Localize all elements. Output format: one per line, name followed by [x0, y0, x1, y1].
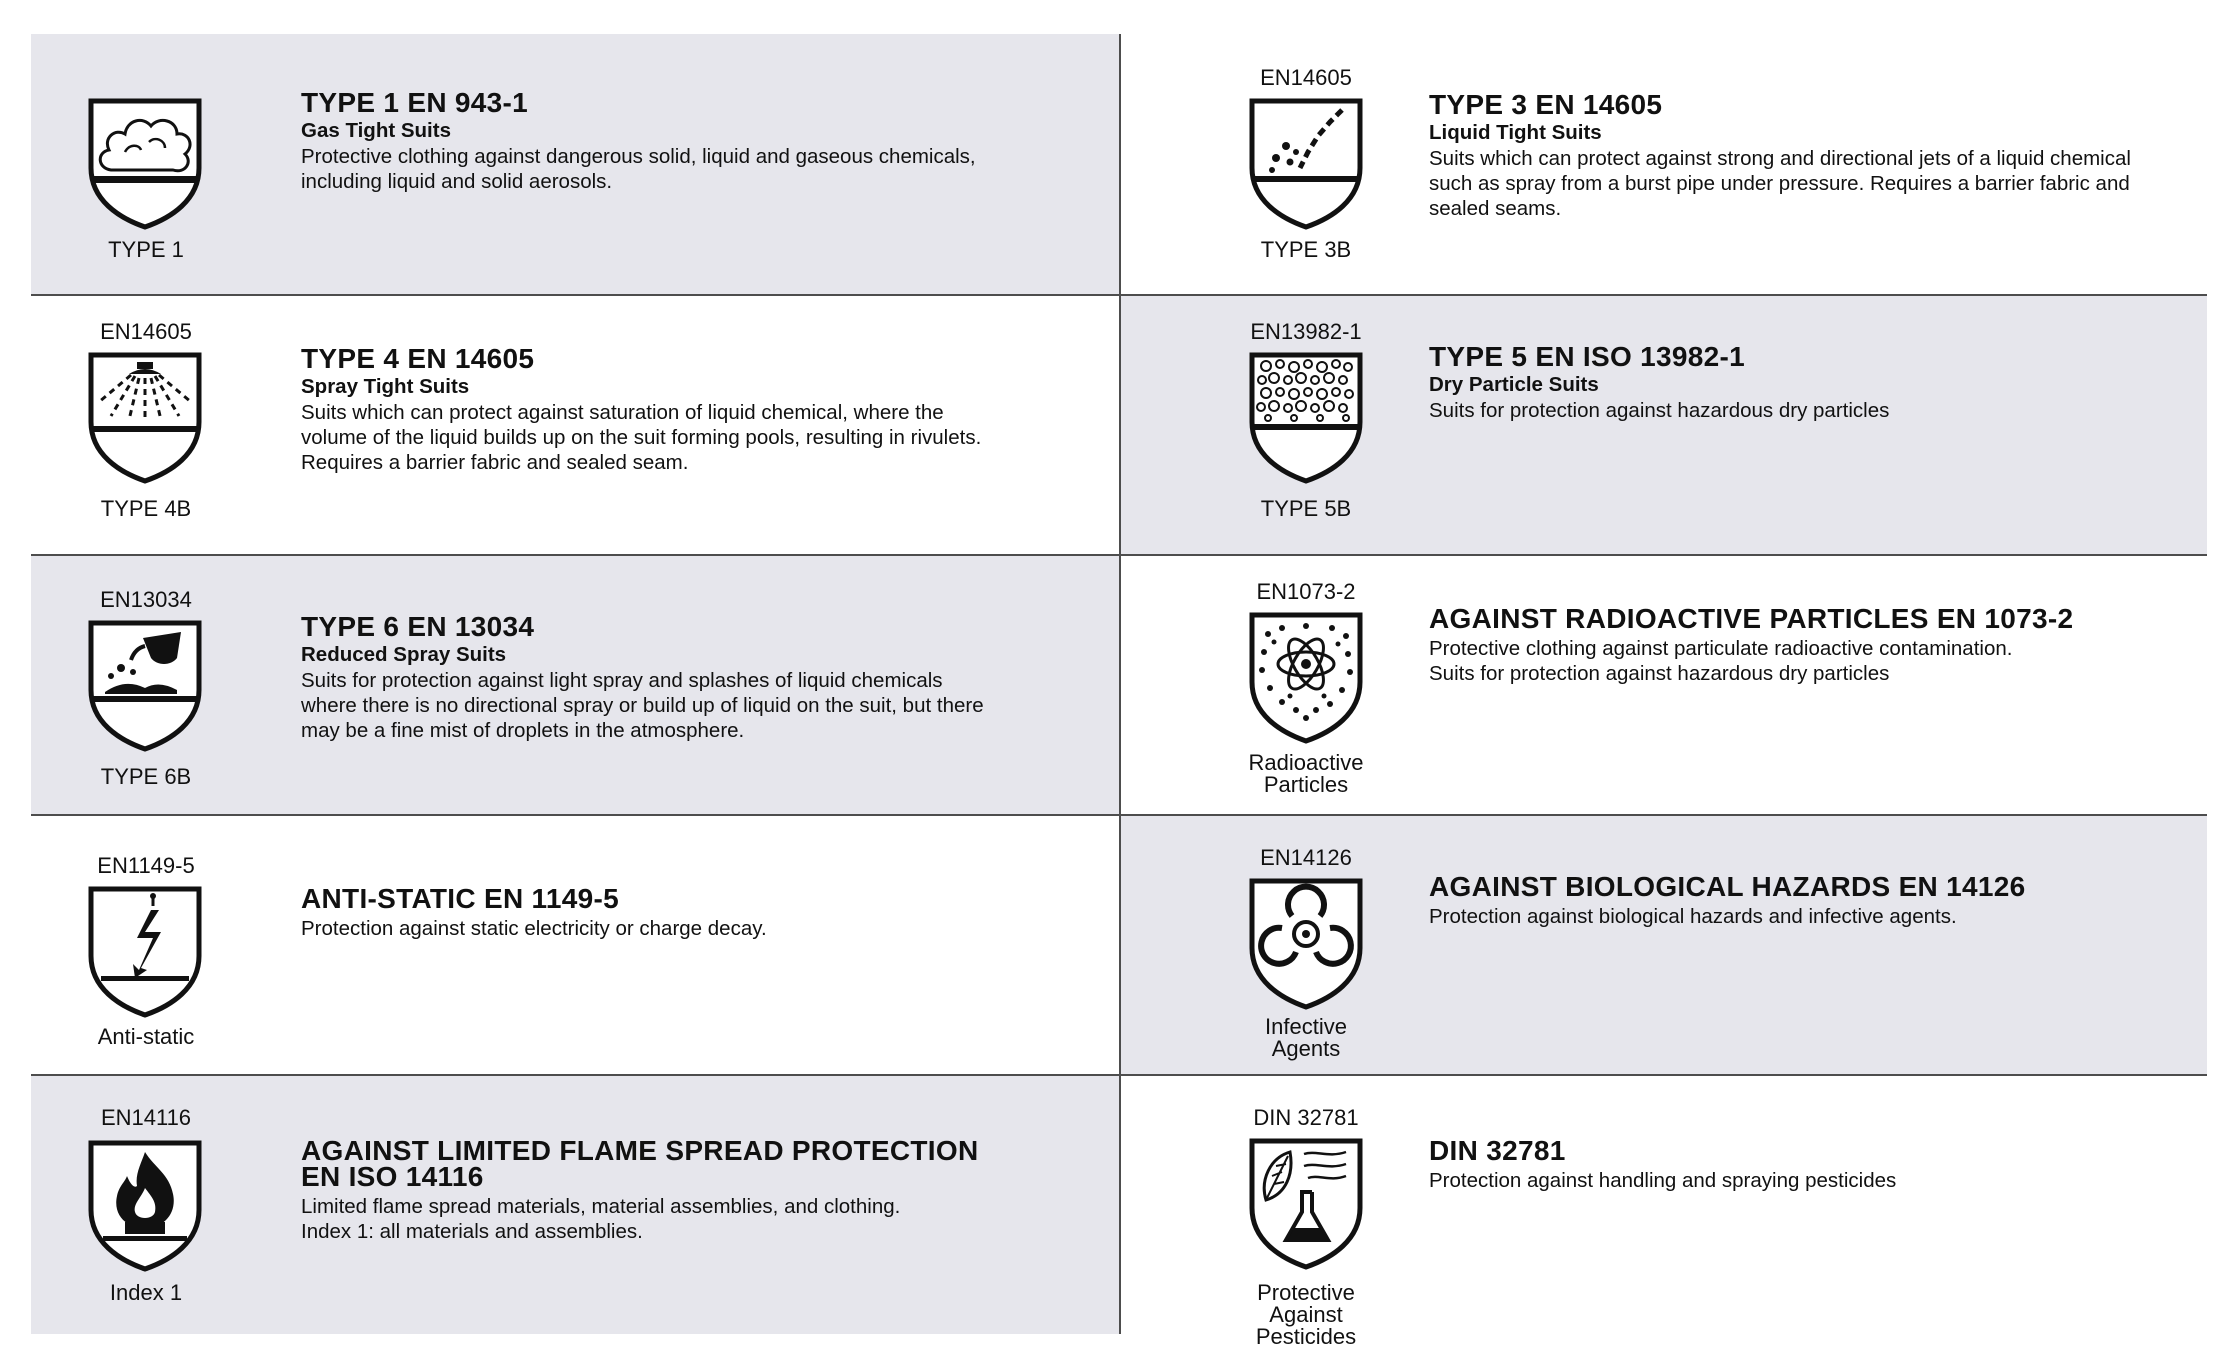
card-description: Suits for protection against light spray and splashes of liquid chemicals where there is no directional spray or build up of liquid on the suit, but there may be a fine mist of droplets in the atmosphere. — [301, 669, 984, 742]
pictogram-caption: Infective Agents — [1265, 1014, 1347, 1061]
pictogram-caption: TYPE 5B — [1260, 496, 1352, 521]
standard-label: EN14126 — [1260, 845, 1352, 870]
card-subtitle: Reduced Spray Suits — [301, 643, 507, 666]
biohazard-icon — [1246, 876, 1366, 1011]
card-type-5 — [1119, 294, 2207, 554]
pictogram-caption: TYPE 3B — [1260, 237, 1352, 262]
card-text — [1429, 1135, 2189, 1193]
card-type-1 — [31, 34, 1119, 294]
card-subtitle: Liquid Tight Suits — [1429, 121, 1602, 144]
standard-label: EN13982-1 — [1250, 319, 1362, 344]
splash-icon — [85, 618, 205, 753]
card-title: TYPE 5 EN ISO 13982-1 — [1429, 341, 1746, 372]
card-text — [301, 343, 1061, 475]
card-description: Suits which can protect against strong and directional jets of a liquid chemical such as spray from a burst pipe under pressure. Requires a barrier fabric and sealed seams. — [1429, 147, 2131, 220]
card-description: Limited flame spread materials, material assemblies, and clothing. Index 1: all materials and assemblies. — [301, 1195, 901, 1243]
standard-label: DIN 32781 — [1253, 1105, 1359, 1130]
pictogram — [81, 34, 211, 294]
card-text — [1429, 871, 2189, 929]
card-text — [301, 611, 1061, 743]
card-type-3 — [1119, 34, 2207, 294]
card-description: Protection against static electricity or charge decay. — [301, 917, 767, 940]
pictogram-caption: TYPE 1 — [108, 237, 184, 262]
card-text — [1429, 341, 2189, 423]
card-title: TYPE 6 EN 13034 — [301, 611, 535, 642]
standard-label: EN1073-2 — [1256, 579, 1356, 604]
card-title: TYPE 3 EN 14605 — [1429, 89, 1663, 120]
gas-cloud-icon — [85, 96, 205, 231]
card-text — [1429, 603, 2189, 686]
pictogram-caption: TYPE 4B — [100, 496, 192, 521]
card-title: AGAINST LIMITED FLAME SPREAD PROTECTION EN ISO 14116 — [301, 1135, 979, 1192]
standard-label: EN1149-5 — [97, 853, 195, 878]
standard-label: EN14605 — [1260, 65, 1352, 90]
pictogram — [1231, 1076, 1381, 1349]
card-subtitle: Gas Tight Suits — [301, 119, 451, 142]
card-title: AGAINST RADIOACTIVE PARTICLES EN 1073-2 — [1429, 603, 2074, 634]
card-flame-spread — [31, 1074, 1119, 1334]
pictogram — [1231, 296, 1381, 556]
liquid-jet-icon — [1246, 96, 1366, 231]
card-description: Protection against biological hazards and infective agents. — [1429, 905, 1957, 928]
dry-particles-icon — [1246, 350, 1366, 485]
lightning-icon — [85, 884, 205, 1019]
card-description: Suits for protection against hazardous dry particles — [1429, 399, 1890, 422]
flame-icon — [85, 1138, 205, 1273]
pictogram — [81, 816, 211, 1076]
card-description: Protection against handling and spraying pesticides — [1429, 1169, 1897, 1192]
pictogram-caption: Index 1 — [109, 1280, 183, 1305]
card-text — [301, 87, 1061, 194]
protection-standards-grid — [31, 34, 2207, 1349]
card-title: DIN 32781 — [1429, 1135, 1566, 1166]
pesticides-icon — [1246, 1136, 1366, 1271]
card-type-6 — [31, 554, 1119, 814]
pictogram-caption: Protective Against Pesticides — [1255, 1280, 1357, 1349]
card-biological — [1119, 814, 2207, 1074]
card-text — [301, 883, 1061, 941]
standard-label: EN14116 — [100, 1105, 192, 1130]
card-anti-static — [31, 814, 1119, 1074]
card-title: ANTI-STATIC EN 1149-5 — [301, 883, 619, 914]
card-text — [301, 1135, 1061, 1244]
pictogram-caption: TYPE 6B — [100, 764, 192, 789]
card-title: AGAINST BIOLOGICAL HAZARDS EN 14126 — [1429, 871, 2026, 902]
pictogram — [81, 556, 211, 816]
card-type-4 — [31, 294, 1119, 554]
card-radioactive — [1119, 554, 2207, 814]
card-description: Protective clothing against dangerous solid, liquid and gaseous chemicals, including liquid and solid aerosols. — [301, 145, 976, 193]
card-subtitle: Dry Particle Suits — [1429, 373, 1599, 396]
card-subtitle: Spray Tight Suits — [301, 375, 470, 398]
radioactive-particles-icon — [1246, 610, 1366, 745]
card-description: Suits which can protect against saturation of liquid chemical, where the volume of the liquid builds up on the suit forming pools, resulting in rivulets. Requires a barrier fabric and sealed seam. — [301, 401, 982, 474]
card-description: Protective clothing against particulate radioactive contamination. Suits for protection against hazardous dry particles — [1429, 637, 2013, 685]
pictogram — [1231, 816, 1381, 1076]
standard-label: EN14605 — [100, 319, 192, 344]
pictogram — [1231, 556, 1381, 816]
spray-icon — [85, 350, 205, 485]
pictogram — [81, 296, 211, 556]
card-title: TYPE 1 EN 943-1 — [301, 87, 529, 118]
card-title: TYPE 4 EN 14605 — [301, 343, 535, 374]
pictogram-caption: Anti-static — [97, 1024, 195, 1049]
card-din-32781 — [1119, 1074, 2207, 1349]
card-text — [1429, 89, 2189, 221]
pictogram — [1231, 34, 1381, 294]
standard-label: EN13034 — [100, 587, 192, 612]
pictogram — [81, 1076, 211, 1336]
pictogram-caption: Radioactive Particles — [1248, 750, 1364, 797]
